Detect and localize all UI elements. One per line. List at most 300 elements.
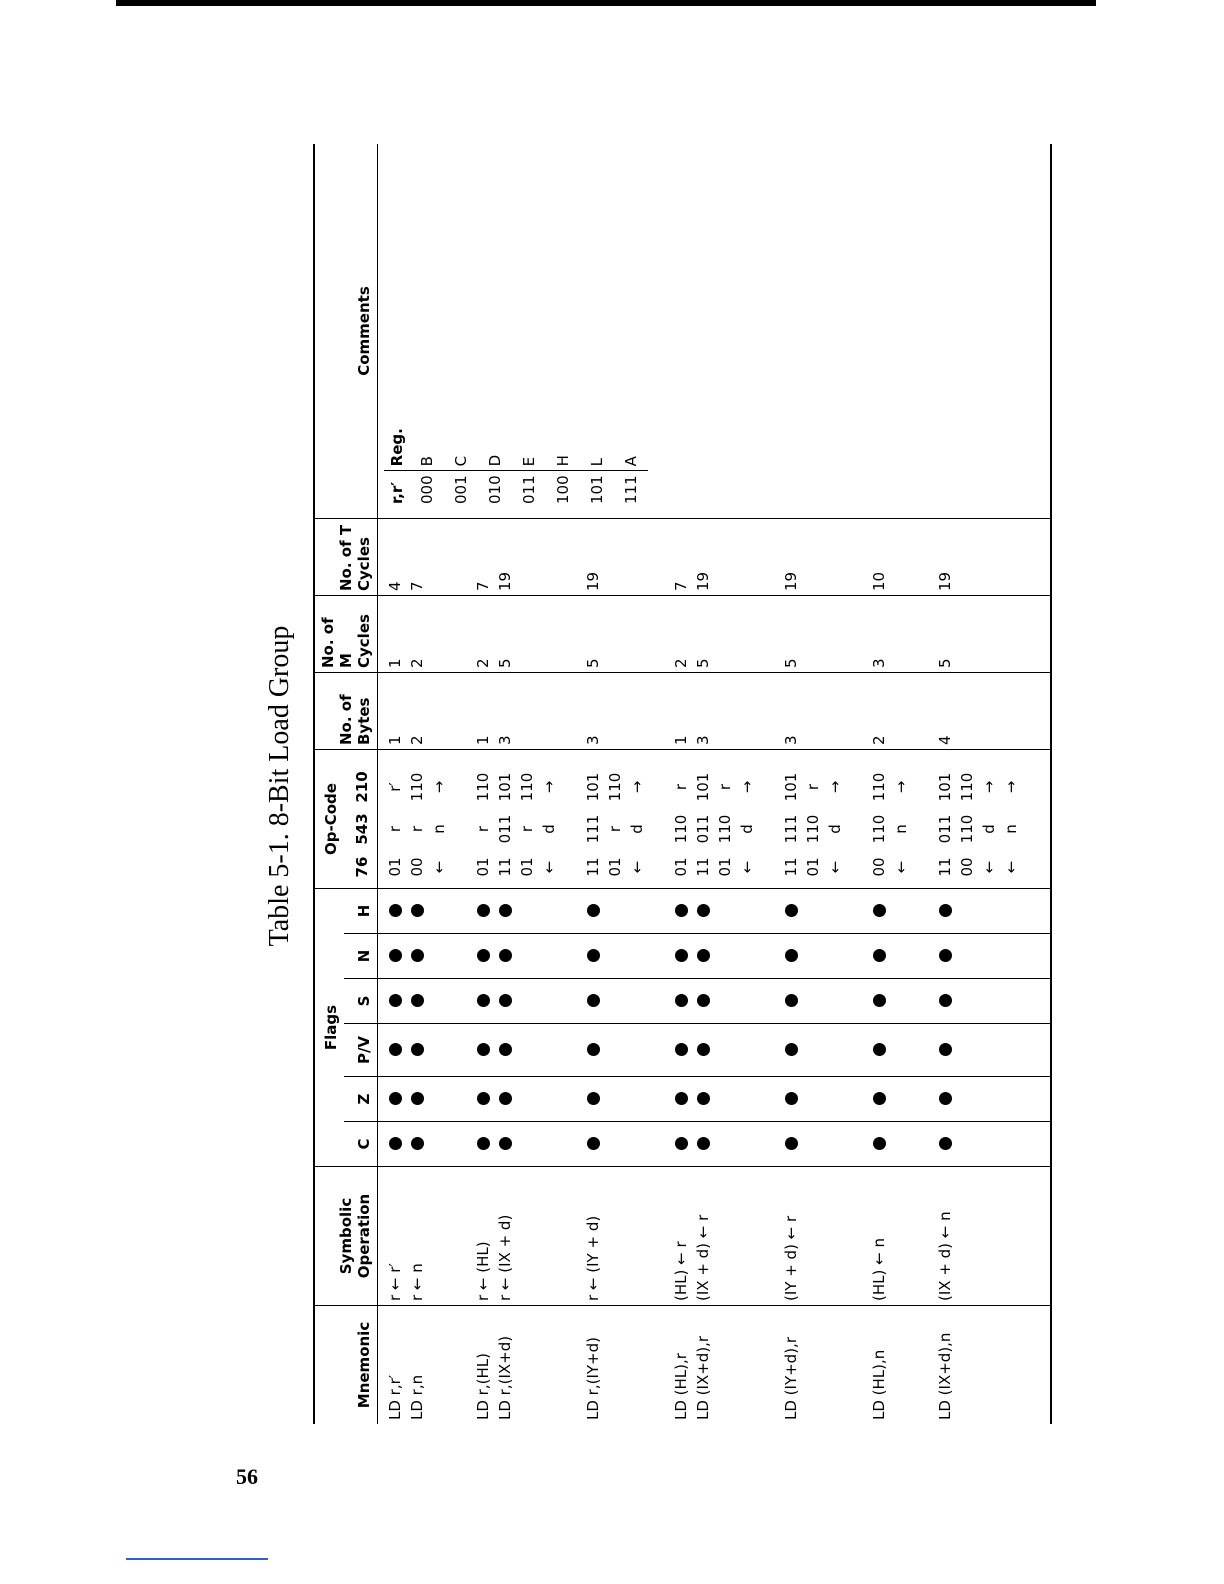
opcode-bits-210: r′ (386, 782, 404, 792)
flag-n-column (378, 934, 1052, 979)
t-cell: 7 (672, 581, 690, 591)
header-mnemonic: Mnemonic (355, 1321, 373, 1409)
symbolic-cell (1000, 1171, 1022, 1301)
group-gap (648, 1171, 670, 1301)
flag-unaffected-dot (411, 1138, 424, 1151)
opcode-bits-543: 110 (672, 814, 690, 844)
flag-cell (538, 983, 560, 1019)
opcode-row (692, 754, 714, 884)
flag-cell (670, 1126, 692, 1162)
flag-cell (384, 983, 406, 1019)
flag-unaffected-dot (587, 1138, 600, 1151)
flag-unaffected-dot (873, 1138, 886, 1151)
flag-cell (538, 938, 560, 974)
flag-h-column (378, 889, 1052, 934)
bytes-cell: 1 (386, 735, 404, 745)
opcode-bits-543: r (518, 825, 536, 833)
opcode-bits-543: 011 (936, 814, 954, 844)
group-gap (758, 523, 780, 591)
t-cell: 10 (870, 571, 888, 591)
group-gap (758, 754, 780, 884)
opcode-bits-210: 110 (870, 772, 888, 802)
flag-cell (494, 1081, 516, 1117)
page-number: 56 (236, 1464, 258, 1489)
opcode-bits-210: → (738, 780, 756, 794)
m-cell (626, 600, 648, 668)
flag-cell (472, 1081, 494, 1117)
t-cell (604, 523, 626, 591)
opcode-bits-210: 101 (936, 772, 954, 802)
opcode-bits-76: 11 (782, 857, 800, 877)
group-gap (560, 677, 582, 745)
opcode-row (406, 754, 428, 884)
bytes-cell (1000, 677, 1022, 745)
opcode-bits-76: 11 (496, 857, 514, 877)
m-cell (1000, 600, 1022, 668)
header-opcode: Op-Code (314, 750, 344, 889)
opcode-bits-76: 01 (518, 857, 536, 877)
flag-cell (626, 1126, 648, 1162)
flag-unaffected-dot (477, 1044, 490, 1057)
flag-unaffected-dot (411, 905, 424, 918)
flag-cell (890, 983, 912, 1019)
flag-cell (582, 1126, 604, 1162)
group-gap (648, 523, 670, 591)
opcode-col-76: 76 (353, 856, 371, 878)
flag-cell (890, 1028, 912, 1072)
t-cell (714, 523, 736, 591)
opcode-row (516, 754, 538, 884)
register-row (410, 424, 444, 508)
m-cell (956, 600, 978, 668)
flag-unaffected-dot (587, 995, 600, 1008)
mnemonic-cell (736, 1310, 758, 1420)
flag-cell (934, 1126, 956, 1162)
opcode-bits-76: 01 (474, 857, 492, 877)
opcode-bits-543: d (826, 824, 844, 834)
symbolic-cell: (HL) ← r (672, 1241, 690, 1301)
flag-z-column (378, 1077, 1052, 1122)
t-cell (626, 523, 648, 591)
flag-unaffected-dot (499, 1044, 512, 1057)
t-cell (736, 523, 758, 591)
group-gap (912, 938, 934, 974)
register-name: E (520, 456, 538, 467)
mnemonic-cell (714, 1310, 736, 1420)
flag-cell (714, 938, 736, 974)
flag-cell (428, 1126, 450, 1162)
opcode-bits-543: d (980, 824, 998, 834)
header-m-cycles: No. of M Cycles (314, 596, 378, 673)
bytes-cell (714, 677, 736, 745)
flag-unaffected-dot (411, 950, 424, 963)
opcode-bits-543: r (408, 825, 426, 833)
flag-cell (890, 938, 912, 974)
opcode-bits-76: ← (826, 860, 844, 874)
flag-unaffected-dot (675, 1044, 688, 1057)
opcode-row (670, 754, 692, 884)
t-cell: 19 (694, 571, 712, 591)
group-gap (560, 1028, 582, 1072)
opcode-bits-543: 011 (694, 814, 712, 844)
mnemonic-cell: LD (HL),n (870, 1349, 888, 1420)
flag-cell (428, 983, 450, 1019)
group-gap (846, 1081, 868, 1117)
symbolic-cell: (IX + d) ← n (936, 1211, 954, 1301)
flag-unaffected-dot (389, 995, 402, 1008)
t-cell: 7 (408, 581, 426, 591)
flag-cell (978, 1081, 1000, 1117)
mnemonic-cell: LD r,(IX+d) (496, 1335, 514, 1420)
rotated-table-container (313, 144, 1103, 1424)
m-cell (604, 600, 626, 668)
opcode-row (780, 754, 802, 884)
opcode-bits-543: r (386, 825, 404, 833)
flag-cell (538, 893, 560, 929)
flag-unaffected-dot (587, 1093, 600, 1106)
flag-cell (516, 1126, 538, 1162)
symbolic-cell: r ← n (408, 1263, 426, 1301)
flag-cell (1000, 1081, 1022, 1117)
symbolic-cell (824, 1171, 846, 1301)
opcode-bits-210: → (628, 780, 646, 794)
flag-cell (890, 893, 912, 929)
flag-cell (890, 1126, 912, 1162)
flag-cell (824, 1028, 846, 1072)
t-cycles-column (378, 519, 1052, 596)
group-gap (846, 754, 868, 884)
flag-cell (956, 1126, 978, 1162)
flag-unaffected-dot (675, 905, 688, 918)
opcode-bits-543: 111 (584, 814, 602, 844)
group-gap (758, 1126, 780, 1162)
group-gap (560, 600, 582, 668)
m-cell (538, 600, 560, 668)
flag-cell (384, 1028, 406, 1072)
opcode-bits-210: 101 (694, 772, 712, 802)
m-cell: 5 (496, 658, 514, 668)
group-gap (648, 1081, 670, 1117)
group-gap (912, 893, 934, 929)
group-gap (912, 1171, 934, 1301)
group-gap (846, 1171, 868, 1301)
register-row (580, 424, 614, 508)
group-gap (912, 983, 934, 1019)
bytes-cell: 2 (870, 735, 888, 745)
m-cell: 5 (936, 658, 954, 668)
opcode-col-210: 210 (353, 771, 371, 803)
opcode-row (494, 754, 516, 884)
flag-cell (714, 893, 736, 929)
m-cell: 3 (870, 658, 888, 668)
flag-unaffected-dot (697, 1093, 710, 1106)
mnemonic-cell (626, 1310, 648, 1420)
mnemonic-cell (978, 1310, 1000, 1420)
group-gap (450, 677, 472, 745)
flag-unaffected-dot (939, 950, 952, 963)
symbolic-cell: r ← (IX + d) (496, 1214, 514, 1301)
bytes-cell: 1 (474, 735, 492, 745)
group-gap (1022, 938, 1044, 974)
flag-unaffected-dot (939, 1093, 952, 1106)
flag-cell (604, 1028, 626, 1072)
flag-unaffected-dot (697, 1044, 710, 1057)
mnemonic-cell (824, 1310, 846, 1420)
m-cell (802, 600, 824, 668)
flag-cell (934, 1081, 956, 1117)
flag-cell (956, 983, 978, 1019)
m-cell (890, 600, 912, 668)
register-name: C (452, 455, 470, 467)
opcode-row (582, 754, 604, 884)
group-gap (846, 893, 868, 929)
mnemonic-cell: LD (IX+d),r (694, 1335, 712, 1420)
group-gap (560, 1310, 582, 1420)
flag-cell (978, 938, 1000, 974)
flag-cell (1000, 983, 1022, 1019)
symbolic-cell: r ← (HL) (474, 1241, 492, 1301)
flag-cell (802, 983, 824, 1019)
group-gap (1022, 1171, 1044, 1301)
top-rule (116, 0, 1096, 6)
m-cell: 2 (672, 658, 690, 668)
group-gap (846, 1310, 868, 1420)
group-gap (560, 1126, 582, 1162)
flag-unaffected-dot (389, 1138, 402, 1151)
m-cell (714, 600, 736, 668)
bytes-cell (824, 677, 846, 745)
opcode-row (604, 754, 626, 884)
flag-cell (516, 893, 538, 929)
group-gap (450, 754, 472, 884)
symbolic-cell (626, 1171, 648, 1301)
symbolic-cell: (IY + d) ← r (782, 1215, 800, 1301)
flag-unaffected-dot (477, 1138, 490, 1151)
flag-cell (472, 893, 494, 929)
opcode-bits-210: r (716, 783, 734, 791)
flag-cell (736, 893, 758, 929)
mnemonic-cell (956, 1310, 978, 1420)
flag-unaffected-dot (477, 905, 490, 918)
flag-cell (780, 1081, 802, 1117)
flag-cell (626, 1081, 648, 1117)
flag-unaffected-dot (939, 1044, 952, 1057)
flag-cell (714, 983, 736, 1019)
m-cell (824, 600, 846, 668)
opcode-row (384, 754, 406, 884)
register-row (512, 424, 546, 508)
bytes-cell: 1 (672, 735, 690, 745)
bytes-cell: 3 (584, 735, 602, 745)
opcode-bits-210: 110 (606, 772, 624, 802)
flag-cell (1000, 938, 1022, 974)
symbolic-cell (802, 1171, 824, 1301)
group-gap (450, 600, 472, 668)
register-name: B (418, 456, 436, 467)
bytes-cell (890, 677, 912, 745)
symbolic-cell (538, 1171, 560, 1301)
opcode-row (956, 754, 978, 884)
register-name: H (554, 455, 572, 467)
flag-cell (1000, 1028, 1022, 1072)
group-gap (846, 983, 868, 1019)
flag-cell (626, 938, 648, 974)
flag-unaffected-dot (873, 950, 886, 963)
bytes-cell (604, 677, 626, 745)
opcode-bits-76: 01 (606, 857, 624, 877)
symbolic-cell (978, 1171, 1000, 1301)
flag-unaffected-dot (389, 905, 402, 918)
t-cell: 19 (496, 571, 514, 591)
symbolic-cell (890, 1171, 912, 1301)
flag-cell (736, 1028, 758, 1072)
group-gap (758, 1310, 780, 1420)
bytes-cell (956, 677, 978, 745)
flag-unaffected-dot (785, 905, 798, 918)
flag-cell (692, 1081, 714, 1117)
m-cell (428, 600, 450, 668)
m-cell: 5 (694, 658, 712, 668)
flag-header-c: C (344, 1122, 378, 1167)
table-caption: Table 5-1. 8-Bit Load Group (264, 625, 295, 947)
opcode-bits-76: ← (738, 860, 756, 874)
group-gap (912, 1126, 934, 1162)
opcode-bits-543: 111 (782, 814, 800, 844)
flag-cell (934, 893, 956, 929)
group-gap (758, 677, 780, 745)
flag-cell (868, 1081, 890, 1117)
m-cell: 2 (408, 658, 426, 668)
register-code: 000 (410, 471, 444, 508)
opcode-row (868, 754, 890, 884)
group-gap (758, 1171, 780, 1301)
group-gap (648, 893, 670, 929)
bytes-cell: 2 (408, 735, 426, 745)
opcode-bits-210: r (672, 783, 690, 791)
group-gap (758, 938, 780, 974)
flag-cell (582, 1081, 604, 1117)
opcode-row (428, 754, 450, 884)
group-gap (846, 1028, 868, 1072)
group-gap (846, 677, 868, 745)
flag-cell (780, 893, 802, 929)
opcode-bits-210: 101 (782, 772, 800, 802)
group-gap (846, 1126, 868, 1162)
opcode-bits-76: 00 (408, 857, 426, 877)
flag-unaffected-dot (697, 950, 710, 963)
opcode-bits-543: r (474, 825, 492, 833)
group-gap (450, 893, 472, 929)
symbolic-cell (604, 1171, 626, 1301)
flag-header-pv: P/V (344, 1024, 378, 1077)
load-group-table (313, 144, 1052, 1424)
flag-unaffected-dot (873, 905, 886, 918)
group-gap (846, 523, 868, 591)
header-symbolic-operation: Symbolic Operation (314, 1167, 378, 1306)
m-cell (978, 600, 1000, 668)
symbolic-cell (428, 1171, 450, 1301)
opcode-bits-210: 110 (518, 772, 536, 802)
flag-cell (736, 1126, 758, 1162)
group-gap (648, 938, 670, 974)
flag-cell (956, 893, 978, 929)
flag-cell (538, 1028, 560, 1072)
bytes-cell: 3 (694, 735, 712, 745)
flag-unaffected-dot (785, 995, 798, 1008)
flag-unaffected-dot (587, 905, 600, 918)
group-gap (560, 754, 582, 884)
symbolic-cell: r ← (IY + d) (584, 1215, 602, 1301)
opcode-bits-76: 01 (672, 857, 690, 877)
flag-cell (824, 1126, 846, 1162)
flag-unaffected-dot (477, 950, 490, 963)
flag-cell (714, 1081, 736, 1117)
t-cell: 19 (584, 571, 602, 591)
register-row (444, 424, 478, 508)
flag-cell (406, 938, 428, 974)
flag-header-n: N (344, 934, 378, 979)
group-gap (1022, 1310, 1044, 1420)
m-cell: 5 (782, 658, 800, 668)
flag-cell (736, 983, 758, 1019)
opcode-row (1000, 754, 1022, 884)
flag-cell (824, 893, 846, 929)
opcode-col-543: 543 (353, 813, 371, 845)
m-cell: 1 (386, 658, 404, 668)
mnemonic-cell (538, 1310, 560, 1420)
flag-cell (868, 1126, 890, 1162)
group-gap (560, 938, 582, 974)
flag-cell (802, 1028, 824, 1072)
flag-unaffected-dot (411, 1093, 424, 1106)
bytes-cell (978, 677, 1000, 745)
opcode-bits-210: r (804, 783, 822, 791)
flag-unaffected-dot (675, 950, 688, 963)
group-gap (758, 983, 780, 1019)
opcode-bits-210: 110 (958, 772, 976, 802)
symbolic-column (378, 1167, 1052, 1306)
flag-cell (934, 938, 956, 974)
flag-unaffected-dot (697, 995, 710, 1008)
opcode-row (934, 754, 956, 884)
flag-cell (736, 938, 758, 974)
flag-unaffected-dot (477, 1093, 490, 1106)
group-gap (560, 523, 582, 591)
flag-unaffected-dot (389, 1093, 402, 1106)
group-gap (450, 523, 472, 591)
group-gap (912, 523, 934, 591)
flag-cell (1000, 893, 1022, 929)
group-gap (1022, 1081, 1044, 1117)
flag-unaffected-dot (785, 1044, 798, 1057)
register-code: 100 (546, 471, 580, 508)
group-gap (648, 1126, 670, 1162)
flag-unaffected-dot (939, 905, 952, 918)
group-gap (450, 983, 472, 1019)
group-gap (758, 1028, 780, 1072)
group-gap (1022, 893, 1044, 929)
group-gap (450, 1310, 472, 1420)
bytes-column (378, 673, 1052, 750)
register-row (546, 424, 580, 508)
m-cell (516, 600, 538, 668)
opcode-bits-543: 110 (870, 814, 888, 844)
group-gap (560, 893, 582, 929)
flag-cell (934, 983, 956, 1019)
opcode-bits-210: → (1002, 780, 1020, 794)
flag-cell (384, 938, 406, 974)
flag-cell (626, 1028, 648, 1072)
